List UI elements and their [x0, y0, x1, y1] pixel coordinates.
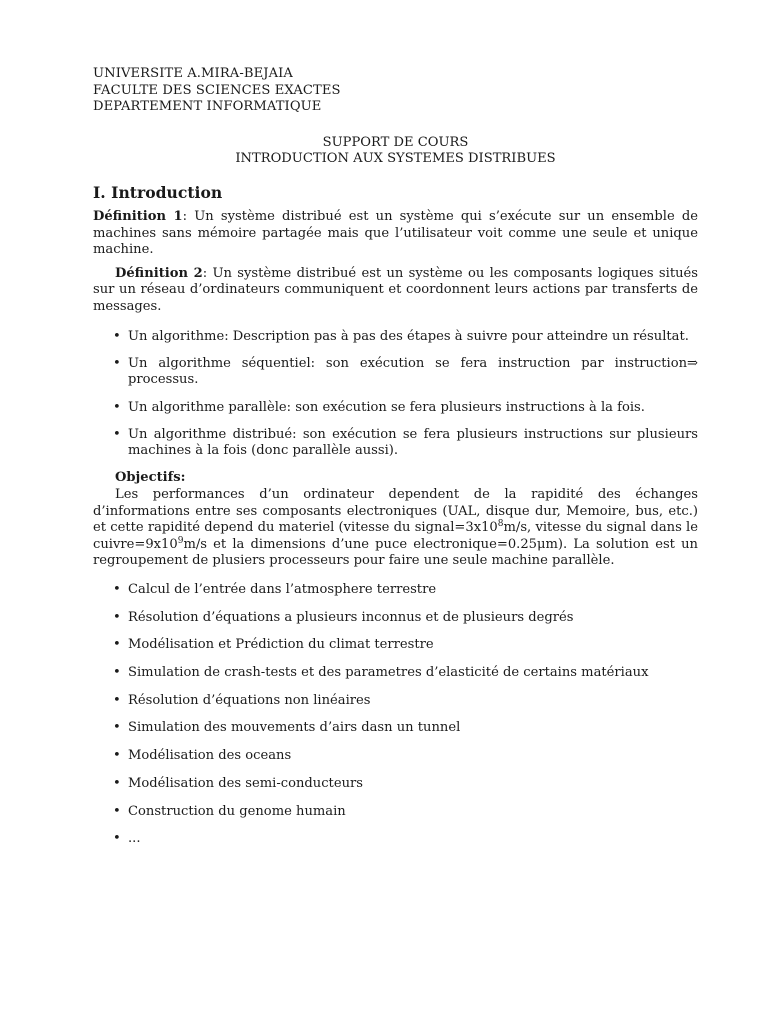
list-item — [93, 776, 698, 793]
list-item — [93, 427, 698, 460]
list-item-text: Modélisation des oceans — [128, 748, 292, 764]
document-page — [93, 66, 698, 859]
objectives-text-3: m/s et la dimensions d’une puce electronique=0.25μm). La solution est un regroupement de plusiers processeurs pour faire une seule machine parallèle. — [93, 536, 698, 569]
bullet-icon: • — [113, 426, 121, 442]
applications-list — [93, 582, 698, 848]
definition-2-text: : Un système distribué est un système ou les composants logiques situés sur un réseau d’ordinateurs communiquent et coordonnent leurs actions par transferts de messages. — [93, 265, 698, 314]
exponent-1: 8 — [497, 519, 504, 530]
definition-1-label: Définition 1 — [93, 208, 183, 224]
list-item-text: ... — [128, 831, 141, 847]
list-item-text: Résolution d’équations a plusieurs inconnus et de plusieurs degrés — [128, 609, 574, 625]
faculty-name: FACULTE DES SCIENCES EXACTES — [93, 82, 341, 98]
list-item-text: Un algorithme séquentiel: son exécution se fera instruction par instruction⇒ processus. — [128, 355, 698, 388]
bullet-icon: • — [113, 803, 121, 819]
algorithm-list — [93, 329, 698, 460]
objectives-text-1: Les performances d’un ordinateur dependent de la rapidité des échanges d’informations entre ses composants electroniques (UAL, disque dur, Memoire, bus, etc.) et cette rapidité depend du materiel (vitesse du signal=3x10 — [93, 487, 698, 536]
university-name: UNIVERSITE A.MIRA-BEJAIA — [93, 66, 293, 81]
department-name: DEPARTEMENT INFORMATIQUE — [93, 99, 322, 115]
bullet-icon: • — [113, 609, 121, 625]
bullet-icon: • — [113, 637, 121, 653]
objectives-text-2: m/s, vitesse du signal dans le cuivre=9x10 — [93, 520, 698, 552]
list-item — [93, 665, 698, 682]
document-title-line2: INTRODUCTION AUX SYSTEMES DISTRIBUES — [235, 151, 556, 167]
list-item — [93, 400, 698, 417]
list-item — [93, 356, 698, 389]
list-item-text: Un algorithme distribué: son exécution se fera plusieurs instructions sur plusieurs machines à la fois (donc parallèle aussi). — [128, 426, 698, 459]
list-item — [93, 637, 698, 654]
bullet-icon: • — [113, 831, 121, 847]
list-item-text: Un algorithme: Description pas à pas des étapes à suivre pour atteindre un résultat. — [128, 328, 689, 344]
document-title-line1: SUPPORT DE COURS — [322, 134, 469, 150]
definition-1 — [93, 209, 698, 259]
bullet-icon: • — [113, 775, 121, 791]
list-item-text: Un algorithme parallèle: son exécution se fera plusieurs instructions à la fois. — [128, 399, 645, 415]
list-item — [93, 610, 698, 627]
list-item-text: Modélisation des semi-conducteurs — [128, 775, 363, 791]
bullet-icon: • — [113, 355, 121, 371]
bullet-icon: • — [113, 399, 121, 415]
exponent-2: 9 — [177, 535, 184, 546]
definition-1-text: : Un système distribué est un système qui s’exécute sur un ensemble de machines sans mémoire partagée mais que l’utilisateur voit comme une seule et unique machine. — [93, 208, 698, 258]
document-titles — [93, 135, 698, 168]
list-item-text: Simulation des mouvements d’airs dasn un tunnel — [128, 720, 461, 736]
list-item — [93, 720, 698, 737]
objectives-title: Objectifs: — [115, 470, 186, 486]
list-item — [93, 582, 698, 599]
section-heading: I. Introduction — [93, 182, 223, 202]
objectives-paragraph — [93, 487, 698, 570]
list-item — [93, 693, 698, 710]
definition-2-label: Définition 2 — [115, 265, 203, 281]
list-item-text: Calcul de l’entrée dans l’atmosphere terrestre — [128, 582, 437, 598]
definition-2 — [93, 266, 698, 316]
bullet-icon: • — [113, 748, 121, 764]
bullet-icon: • — [113, 665, 121, 681]
bullet-icon: • — [113, 582, 121, 598]
list-item-text: Construction du genome humain — [128, 803, 346, 819]
bullet-icon: • — [113, 328, 121, 344]
list-item-text: Modélisation et Prédiction du climat terrestre — [128, 637, 434, 653]
bullet-icon: • — [113, 720, 121, 736]
list-item-text: Simulation de crash-tests et des parametres d’elasticité de certains matériaux — [128, 665, 649, 681]
list-item — [93, 329, 698, 346]
list-item — [93, 748, 698, 765]
list-item — [93, 804, 698, 821]
list-item-text: Résolution d’équations non linéaires — [128, 692, 371, 708]
institution-header — [93, 66, 698, 116]
list-item — [93, 831, 698, 848]
bullet-icon: • — [113, 692, 121, 708]
